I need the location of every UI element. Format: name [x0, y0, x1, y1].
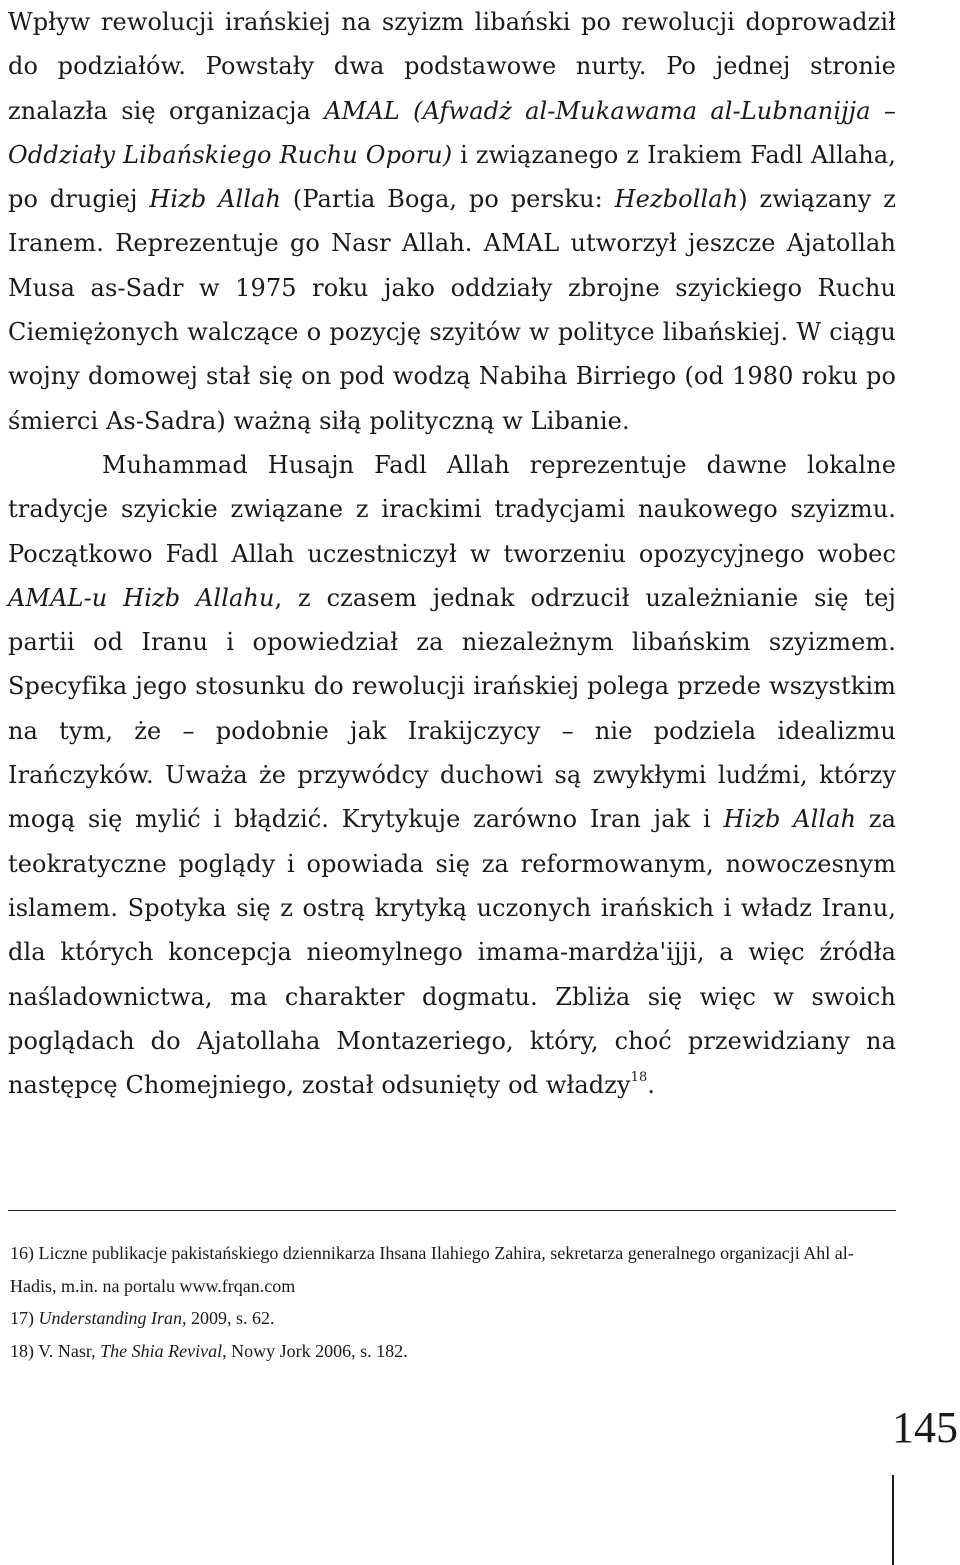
- italic-run: Understanding Iran: [38, 1308, 182, 1328]
- text-run: , Nowy Jork 2006, s. 182.: [222, 1340, 408, 1361]
- text-run: 18) V. Nasr,: [10, 1340, 101, 1361]
- text-run: , 2009, s. 62.: [182, 1308, 275, 1328]
- footnote-17: [10, 1302, 896, 1335]
- text-run: za teokratyczne poglądy i opowiada się za reformowanym, nowoczesnym islamem. Spotyka się z ostrą krytyką uczonych irańskich i władz Iranu, dla których koncepcja nieomylnego imama-mardża'ijji, a więc źródła naśladownictwa, ma charakter dogmatu. Zbliża się więc w swoich poglądach do Ajatollaha Montazeriego, który, choć przewidziany na następcę Chomejniego, został odsunięty od władzy: [8, 805, 896, 1100]
- text-run: (Partia Boga, po persku:: [281, 185, 615, 214]
- text-run: .: [647, 1071, 656, 1100]
- italic-run: Hizb Allah: [723, 805, 857, 834]
- italic-run: AMAL-u Hizb Allahu: [8, 583, 275, 612]
- text-run: 17): [10, 1308, 39, 1328]
- text-run: 16) Liczne publikacje pakistańskiego dziennikarza Ihsana Ilahiego Zahira, sekretarza generalnego organizacji Ahl al-Hadis, m.in. na portalu www.frqan.com: [10, 1243, 854, 1296]
- text-run: i związanego z Irakiem Fadl Allaha, po drugiej: [8, 140, 897, 214]
- footnote-18: [10, 1335, 896, 1368]
- footnote-ref: 18: [630, 1070, 648, 1086]
- italic-run: AMAL (Afwadż al-Mukawama al-Lubnanijja – Oddziały Libańskiego Ruchu Oporu): [8, 96, 896, 169]
- footnote-16: [10, 1237, 896, 1302]
- page-number: 145: [892, 1403, 958, 1452]
- paragraph-1: [8, 0, 896, 443]
- italic-run: Hizb Allah: [149, 185, 282, 214]
- text-run: , z czasem jednak odrzucił uzależnianie się tej partii od Iranu i opowiedział za niezależnym libańskim szyizmem. Specyfika jego stosunku do rewolucji irańskiej polega przede wszystkim na tym, że – podobnie jak Irakijczycy – nie podziela idealizmu Irańczyków. Uważa że przywódcy duchowi są zwykłymi ludźmi, którzy mogą się mylić i błądzić. Krytykuje zarówno Iran jak i: [8, 583, 896, 834]
- main-text: [8, 0, 896, 1107]
- text-run: Wpływ rewolucji irańskiej na szyizm libański po rewolucji doprowadził do podziałów. Powstały dwa podstawowe nurty. Po jednej stronie znalazła się organizacja: [8, 8, 896, 125]
- text-run: Muhammad Husajn Fadl Allah reprezentuje dawne lokalne tradycje szyickie związane z irackimi tradycjami naukowego szyizmu. Początkowo Fadl Allah uczestniczył w tworzeniu opozycyjnego wobec: [8, 450, 896, 568]
- footnote-separator: [8, 1210, 896, 1211]
- italic-run: Hezbollah: [614, 185, 739, 214]
- footnotes: [10, 1237, 896, 1367]
- page-number-bar: [892, 1475, 894, 1565]
- text-run: ) związany z Iranem. Reprezentuje go Nasr Allah. AMAL utworzył jeszcze Ajatollah Musa as-Sadr w 1975 roku jako oddziały zbrojne szyickiego Ruchu Ciemiężonych walczące o pozycję szyitów w polityce libańskiej. W ciągu wojny domowej stał się on pod wodzą Nabiha Birriego (od 1980 roku po śmierci As-Sadra) ważną siłą polityczną w Libanie.: [8, 185, 896, 435]
- paragraph-2: [8, 443, 896, 1107]
- italic-run: The Shia Revival: [100, 1340, 223, 1361]
